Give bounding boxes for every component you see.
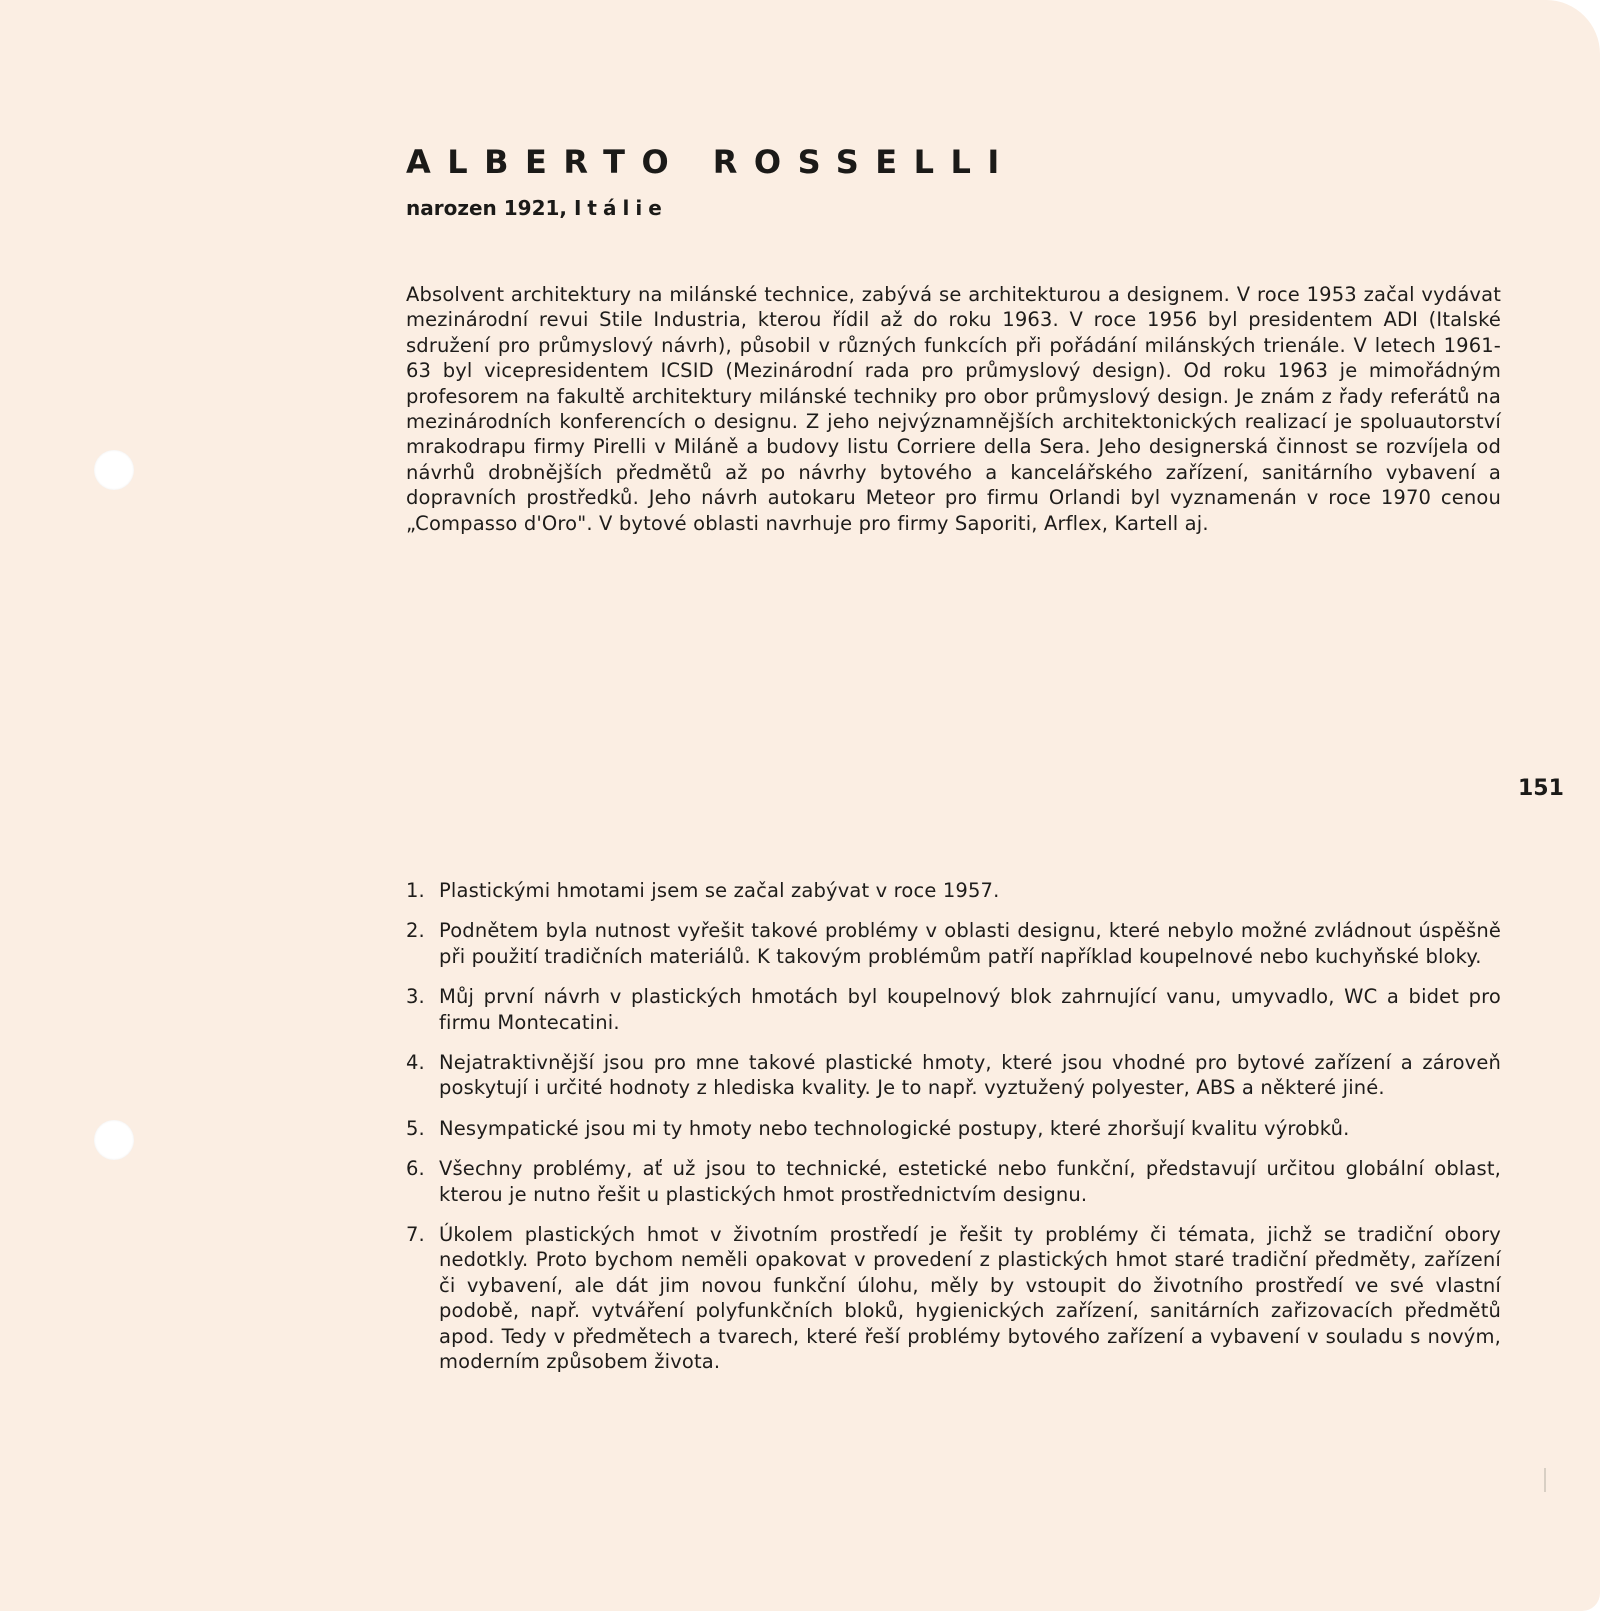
- list-item-text: Všechny problémy, ať už jsou to technické, estetické nebo funkční, představují určitou globální oblast, kterou je nutno řešit u plastických hmot prostřednictvím designu.: [439, 1157, 1501, 1206]
- list-item-text: Plastickými hmotami jsem se začal zabývat v roce 1957.: [439, 879, 1000, 902]
- list-item: [406, 918, 1501, 969]
- list-item: [406, 1222, 1501, 1374]
- list-item-text: Nesympatické jsou mi ty hmoty nebo technologické postupy, které zhoršují kvalitu výrobků.: [439, 1116, 1350, 1140]
- list-item-number: 2.: [406, 919, 425, 943]
- list-item-number: 7.: [406, 1223, 425, 1247]
- list-item-text: Podnětem byla nutnost vyřešit takové problémy v oblasti designu, které nebylo možné zvládnout úspěšně při použití tradičních materiálů. K takovým problémům patří například koupelnové nebo kuchyňské bloky.: [439, 919, 1501, 968]
- list-item-text: Nejatraktivnější jsou pro mne takové plastické hmoty, které jsou vhodné pro bytové zařízení a zároveň poskytují i určité hodnoty z hlediska kvality. Je to např. vyztužený polyester, ABS a některé jiné.: [439, 1051, 1501, 1100]
- list-item-number: 6.: [406, 1157, 425, 1181]
- list-item: [406, 878, 1501, 903]
- person-name-heading: ALBERTO ROSSELLI: [406, 143, 1016, 181]
- list-item-text: Úkolem plastických hmot v životním prostředí je řešit ty problémy či témata, jichž se tradiční obory nedotkly. Proto bychom neměli opakovat v provedení z plastických hmot staré tradiční předměty, zařízení či vybavení, ale dát jim novou funkční úlohu, měly by vstoupit do životního prostředí ve své vlastní podobě, např. vytváření polyfunkčních bloků, hygienických zařízení, sanitárních zařizovacích předmětů apod. Tedy v předmětech a tvarech, které řeší problémy bytového zařízení a vybavení v souladu s novým, moderním způsobem života.: [439, 1223, 1501, 1374]
- list-item-number: 1.: [406, 879, 425, 902]
- list-item-text: Můj první návrh v plastických hmotách byl koupelnový blok zahrnující vanu, umyvadlo, WC a bidet pro firmu Montecatini.: [439, 985, 1501, 1034]
- birth-country: Itálie: [573, 196, 668, 220]
- answers-list: [406, 878, 1501, 1390]
- list-item: [406, 1156, 1501, 1207]
- birth-year: narozen 1921,: [406, 196, 568, 220]
- paper-mark: [1544, 1468, 1546, 1492]
- page-number: 151: [1518, 776, 1564, 801]
- binder-hole-bottom: [94, 1120, 134, 1160]
- list-item-number: 5.: [406, 1116, 425, 1140]
- biography-paragraph: Absolvent architektury na milánské technice, zabývá se architekturou a designem. V roce 1953 začal vydávat mezinárodní revui Stile Industria, kterou řídil až do roku 1963. V roce 1956 byl presidentem ADI (Italské sdružení pro průmyslový návrh), působil v různých funkcích při pořádání milánských trienále. V letech 1961-63 byl vicepresidentem ICSID (Mezinárodní rada pro průmyslový design). Od roku 1963 je mimořádným profesorem na fakultě architektury milánské techniky pro obor průmyslový design. Je znám z řady referátů na mezinárodních konferencích o designu. Z jeho nejvýznamnějších architektonických realizací je spoluautorství mrakodrapu firmy Pirelli v Miláně a budovy listu Corriere della Sera. Jeho designerská činnost se rozvíjela od návrhů drobnějších předmětů až po návrhy bytového a kancelářského zařízení, sanitárního vybavení a dopravních prostředků. Jeho návrh autokaru Meteor pro firmu Orlandi byl vyznamenán v roce 1970 cenou „Compasso d'Oro". V bytové oblasti navrhuje pro firmy Saporiti, Arflex, Kartell aj.: [406, 283, 1501, 535]
- binder-hole-top: [94, 450, 134, 490]
- list-item-number: 3.: [406, 985, 425, 1009]
- list-item-number: 4.: [406, 1051, 425, 1075]
- list-item: [406, 1050, 1501, 1101]
- birth-info: [406, 194, 668, 222]
- list-item: [406, 1116, 1501, 1141]
- list-item: [406, 984, 1501, 1035]
